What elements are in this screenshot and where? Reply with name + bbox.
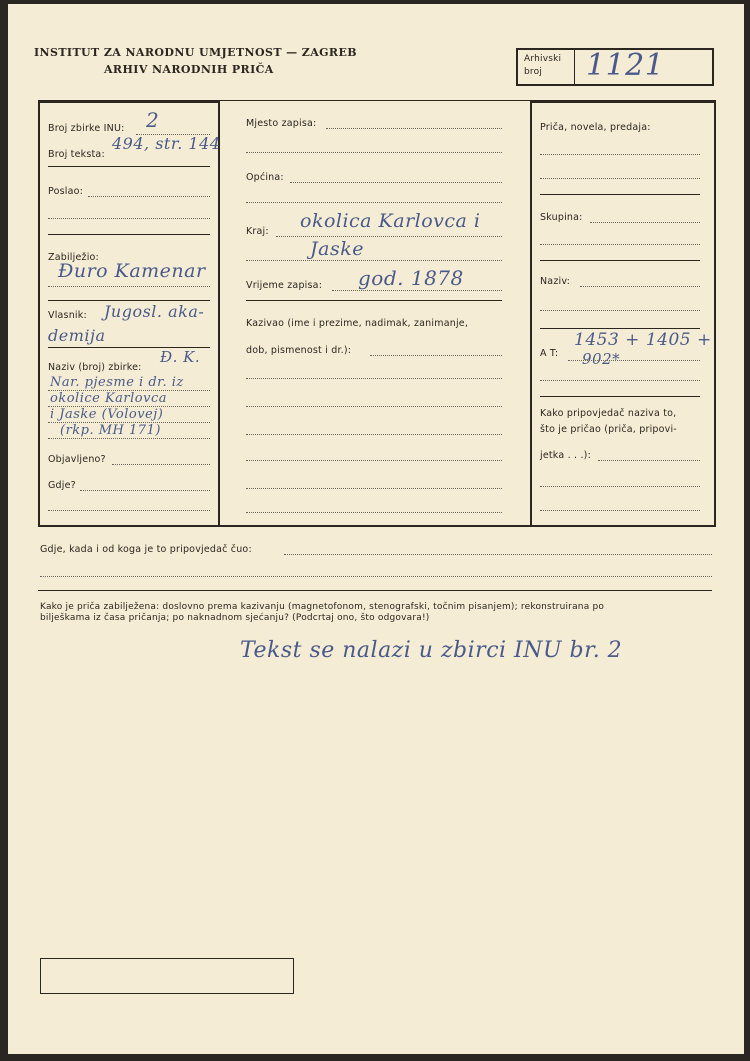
narrator-line-7 bbox=[246, 512, 502, 513]
genre-label: Priča, novela, predaja: bbox=[540, 122, 651, 133]
title-label: Naziv: bbox=[540, 276, 571, 287]
at-line-2 bbox=[540, 380, 700, 381]
right-rule-2 bbox=[540, 260, 700, 261]
right-rule-1 bbox=[540, 194, 700, 195]
genre-line-2 bbox=[540, 178, 700, 179]
note-value: Tekst se nalazi u zbirci INU br. 2 bbox=[240, 638, 623, 663]
collection-name-line-3 bbox=[48, 422, 210, 423]
region-line-2 bbox=[246, 260, 502, 261]
group-label: Skupina: bbox=[540, 212, 583, 223]
narrator-label-2: dob, pismenost i dr.): bbox=[246, 345, 352, 356]
archive-card bbox=[8, 4, 744, 1054]
municipality-line-2 bbox=[246, 202, 502, 203]
left-rule-2 bbox=[48, 234, 210, 235]
region-value-1: okolica Karlovca i bbox=[300, 210, 481, 232]
method-text-1: Kako je priča zabilježena: doslovno prema kazivanju (magnetofonom, stenografski, točnim pisanjem); rekonstruirana po bbox=[40, 602, 605, 612]
title-line-1 bbox=[580, 286, 700, 287]
time-value: god. 1878 bbox=[358, 266, 464, 290]
archive-number-value: 1121 bbox=[586, 48, 665, 83]
collection-name-value-3: okolice Karlovca bbox=[50, 391, 167, 406]
collection-number-label: Broj zbirke INU: bbox=[48, 123, 125, 134]
text-number-value: 494, str. 144 bbox=[112, 134, 221, 153]
heard-from-line-2 bbox=[40, 576, 712, 577]
frame-top-right bbox=[530, 101, 714, 103]
place-line-2 bbox=[246, 152, 502, 153]
narrator-line-2 bbox=[246, 378, 502, 379]
place-label: Mjesto zapisa: bbox=[246, 118, 317, 129]
collection-name-value-1: Đ. K. bbox=[160, 348, 201, 366]
column-divider-1 bbox=[218, 102, 220, 526]
title-line-2 bbox=[540, 310, 700, 311]
sent-by-line-2 bbox=[48, 218, 210, 219]
collection-name-value-2: Nar. pjesme i dr. iz bbox=[50, 375, 184, 390]
recorded-by-value: Đuro Kamenar bbox=[58, 260, 206, 282]
archive-number-divider bbox=[574, 50, 575, 84]
place-line-1 bbox=[326, 128, 502, 129]
owner-label: Vlasnik: bbox=[48, 310, 87, 321]
right-rule-3 bbox=[540, 328, 700, 329]
narrator-term-label-1: Kako pripovjedač naziva to, bbox=[540, 408, 677, 419]
column-divider-2 bbox=[530, 102, 532, 526]
narrator-line-1 bbox=[370, 355, 502, 356]
collection-name-line-1 bbox=[48, 390, 210, 391]
narrator-term-line-3 bbox=[540, 510, 700, 511]
bottom-box bbox=[40, 958, 294, 994]
where-label: Gdje? bbox=[48, 480, 76, 491]
left-rule-3 bbox=[48, 300, 210, 301]
right-rule-4 bbox=[540, 396, 700, 397]
region-value-2: Jaske bbox=[310, 238, 364, 260]
at-line-1 bbox=[568, 360, 700, 361]
owner-value-2: demija bbox=[48, 326, 106, 345]
published-line bbox=[112, 464, 210, 465]
collection-name-label: Naziv (broj) zbirke: bbox=[48, 362, 142, 373]
collection-name-line-4 bbox=[48, 438, 210, 439]
narrator-line-4 bbox=[246, 434, 502, 435]
narrator-term-label-3: jetka . . .): bbox=[540, 450, 591, 461]
institute-title: INSTITUT ZA NARODNU UMJETNOST — ZAGREB bbox=[34, 46, 357, 59]
municipality-line-1 bbox=[290, 182, 502, 183]
sent-by-label: Poslao: bbox=[48, 186, 84, 197]
heard-from-line-1 bbox=[284, 554, 712, 555]
at-value-2: 902* bbox=[582, 350, 621, 368]
heard-from-label: Gdje, kada i od koga je to pripovjedač čuo: bbox=[40, 544, 252, 555]
archive-number-label-1: Arhivski bbox=[524, 54, 562, 64]
narrator-line-3 bbox=[246, 406, 502, 407]
sent-by-line-1 bbox=[88, 196, 210, 197]
recorded-by-line bbox=[48, 286, 210, 287]
archive-title: ARHIV NARODNIH PRIČA bbox=[104, 63, 274, 76]
recorded-by-label: Zabilježio: bbox=[48, 252, 99, 263]
narrator-line-5 bbox=[246, 460, 502, 461]
collection-name-value-5: (rkp. MH 171) bbox=[60, 423, 161, 438]
genre-line-1 bbox=[540, 154, 700, 155]
frame-top-left bbox=[38, 101, 220, 103]
narrator-line-6 bbox=[246, 488, 502, 489]
collection-number-value: 2 bbox=[146, 108, 160, 132]
owner-value-1: Jugosl. aka- bbox=[104, 302, 205, 321]
group-line-2 bbox=[540, 244, 700, 245]
region-line-1 bbox=[276, 236, 502, 237]
at-label: A T: bbox=[540, 348, 559, 359]
time-label: Vrijeme zapisa: bbox=[246, 280, 323, 291]
text-number-label: Broj teksta: bbox=[48, 149, 105, 160]
archive-number-label-2: broj bbox=[524, 67, 543, 77]
region-label: Kraj: bbox=[246, 226, 269, 237]
section-rule bbox=[38, 590, 712, 591]
middle-rule bbox=[246, 300, 502, 301]
time-line bbox=[332, 290, 502, 291]
narrator-term-line-1 bbox=[598, 460, 700, 461]
group-line-1 bbox=[590, 222, 700, 223]
where-line-2 bbox=[48, 510, 210, 511]
narrator-label-1: Kazivao (ime i prezime, nadimak, zanimanje, bbox=[246, 318, 469, 329]
narrator-term-label-2: što je pričao (priča, pripovi- bbox=[540, 424, 677, 435]
left-rule-1 bbox=[48, 166, 210, 167]
where-line-1 bbox=[80, 490, 210, 491]
narrator-term-line-2 bbox=[540, 486, 700, 487]
published-label: Objavljeno? bbox=[48, 454, 106, 465]
collection-name-value-4: i Jaske (Volovej) bbox=[50, 407, 164, 422]
municipality-label: Općina: bbox=[246, 172, 284, 183]
at-value-1: 1453 + 1405 + bbox=[574, 330, 712, 350]
collection-name-line-2 bbox=[48, 406, 210, 407]
method-text-2: bilješkama iz časa pričanja; po naknadnom sjećanju? (Podcrtaj ono, što odgovara!) bbox=[40, 613, 430, 623]
